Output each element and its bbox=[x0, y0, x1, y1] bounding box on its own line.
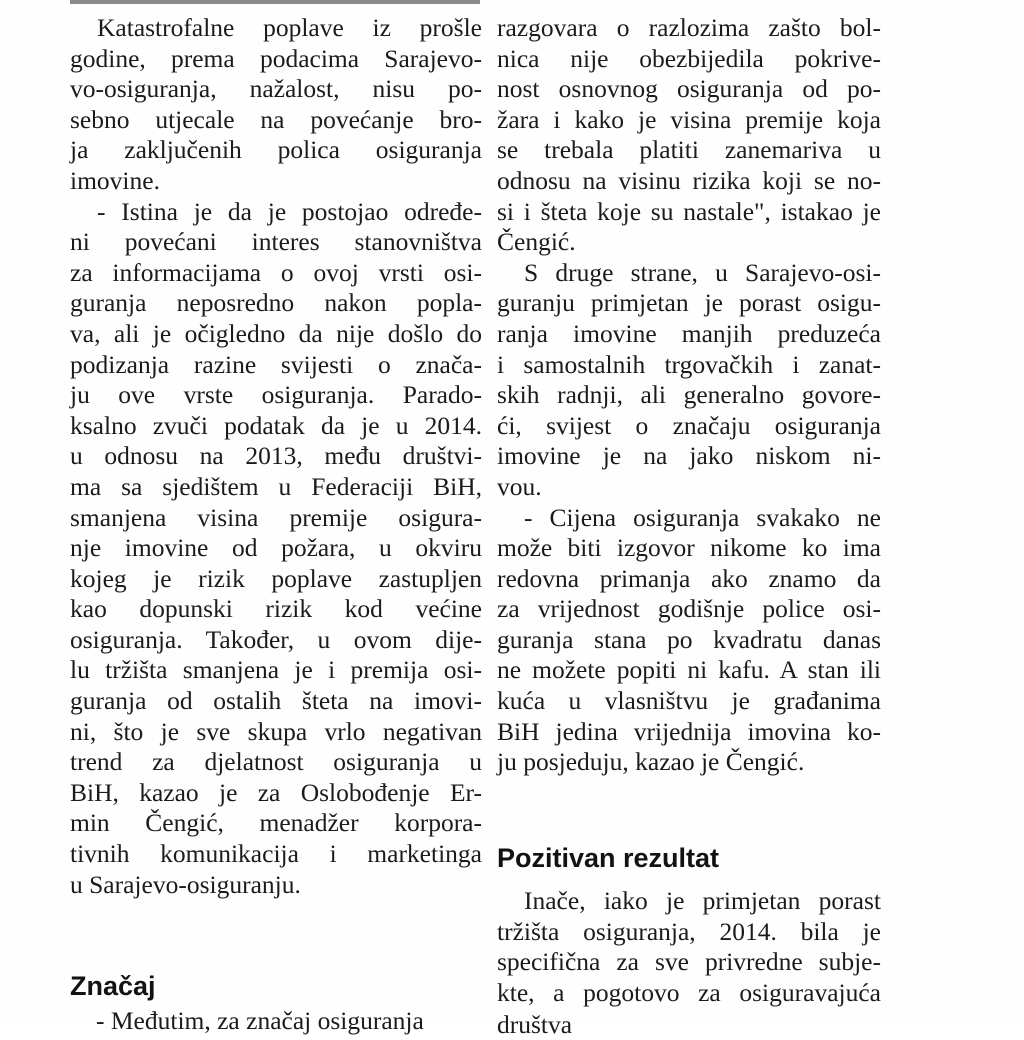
cut-off-text: društva bbox=[497, 1010, 573, 1039]
section-heading-pozitivan-rezultat: Pozitivan rezultat bbox=[497, 843, 720, 873]
text-line: ju ove vrste osiguranja. Parado- bbox=[70, 380, 482, 410]
text-line: se trebala platiti zanemariva u bbox=[497, 135, 881, 165]
text-line: ksalno zvuči podatak da je u 2014. bbox=[70, 410, 482, 440]
text-line: kao dopunski rizik kod većine bbox=[70, 594, 482, 624]
text-line: za vrijednost godišnje police osi- bbox=[497, 594, 881, 624]
text-line: lu tržišta smanjena je i premija osi- bbox=[70, 655, 482, 685]
text-line: za informacijama o ovoj vrsti osi- bbox=[70, 257, 482, 287]
text-line: smanjena visina premije osigura- bbox=[70, 502, 482, 532]
text-line: - Istina je da je postojao određe- bbox=[97, 196, 482, 226]
text-line: trend za djelatnost osiguranja u bbox=[70, 747, 482, 777]
text-line: odnosu na visinu rizika koji se no- bbox=[497, 165, 881, 195]
right-column bbox=[497, 13, 881, 778]
text-line: ranja imovine manjih preduzeća bbox=[497, 318, 881, 348]
section-heading-znacaj: Značaj bbox=[70, 971, 156, 1001]
text-line: ma sa sjedištem u Federaciji BiH, bbox=[70, 471, 482, 501]
text-line: godine, prema podacima Sarajevo- bbox=[70, 43, 482, 73]
text-line: sebno utjecale na povećanje bro- bbox=[70, 104, 482, 134]
text-line: ja zaključenih polica osiguranja bbox=[70, 135, 482, 165]
cut-off-text-line bbox=[96, 1006, 436, 1035]
text-line: vo-osiguranja, nažalost, nisu po- bbox=[70, 74, 482, 104]
text-line: nica nije obezbijedila pokrive- bbox=[497, 43, 881, 73]
text-line: kte, a pogotovo za osiguravajuća bbox=[497, 977, 881, 1007]
text-line: ni, što je sve skupa vrlo negativan bbox=[70, 716, 482, 746]
text-line: BiH jedina vrijednija imovina ko- bbox=[497, 716, 881, 746]
text-line: ju posjeduju, kazao je Čengić. bbox=[497, 747, 805, 777]
text-line: skih radnji, ali generalno govore- bbox=[497, 380, 881, 410]
text-line: Katastrofalne poplave iz prošle bbox=[97, 13, 482, 42]
text-line: kuća u vlasništvu je građanima bbox=[497, 686, 881, 716]
text-line: min Čengić, menadžer korpora- bbox=[70, 808, 482, 838]
text-line: ni povećani interes stanovništva bbox=[70, 227, 482, 257]
text-line: tivnih komunikacija i marketinga bbox=[70, 839, 482, 869]
text-line: si i šteta koje su nastale", istakao je bbox=[497, 196, 881, 226]
text-line: nost osnovnog osiguranja od po- bbox=[497, 74, 881, 104]
text-line: S druge strane, u Sarajevo-osi- bbox=[524, 257, 881, 287]
text-line: nje imovine od požara, u okviru bbox=[70, 533, 482, 563]
text-line: guranja stana po kvadratu danas bbox=[497, 624, 881, 654]
text-line: osiguranja. Također, u ovom dije- bbox=[70, 624, 482, 654]
text-line: tržišta osiguranja, 2014. bila je bbox=[497, 916, 881, 946]
text-line: i samostalnih trgovačkih i zanat- bbox=[497, 349, 881, 379]
text-line: imovine je na jako niskom ni- bbox=[497, 441, 881, 471]
text-line: podizanja razine svijesti o znača- bbox=[70, 349, 482, 379]
text-line: vou. bbox=[497, 471, 542, 501]
text-line: Čengić. bbox=[497, 227, 576, 257]
text-line: specifična za sve privredne subje- bbox=[497, 947, 881, 977]
text-line: razgovara o razlozima zašto bol- bbox=[497, 13, 881, 42]
cut-off-text: - Međutim, za značaj osiguranja bbox=[96, 1006, 424, 1035]
text-line: u Sarajevo-osiguranju. bbox=[70, 869, 301, 899]
text-line: va, ali je očigledno da nije došlo do bbox=[70, 318, 482, 348]
text-line: BiH, kazao je za Oslobođenje Er- bbox=[70, 777, 482, 807]
left-column bbox=[70, 13, 482, 900]
text-line: guranja neposredno nakon popla- bbox=[70, 288, 482, 318]
right-column-continued bbox=[497, 886, 881, 1008]
cut-off-text-line-right bbox=[497, 1010, 697, 1039]
text-line: guranju primjetan je porast osigu- bbox=[497, 288, 881, 318]
text-line: ći, svijest o značaju osiguranja bbox=[497, 410, 881, 440]
text-line: kojeg je rizik poplave zastupljen bbox=[70, 563, 482, 593]
text-line: žara i kako je visina premije koja bbox=[497, 104, 881, 134]
top-rule bbox=[70, 0, 480, 4]
text-line: imovine. bbox=[70, 165, 160, 195]
text-line: može biti izgovor nikome ko ima bbox=[497, 533, 881, 563]
text-line: u odnosu na 2013, među društvi- bbox=[70, 441, 482, 471]
text-line: redovna primanja ako znamo da bbox=[497, 563, 881, 593]
text-line: - Cijena osiguranja svakako ne bbox=[524, 502, 881, 532]
text-line: ne možete popiti ni kafu. A stan ili bbox=[497, 655, 881, 685]
text-line: Inače, iako je primjetan porast bbox=[524, 886, 881, 915]
text-line: guranja od ostalih šteta na imovi- bbox=[70, 686, 482, 716]
